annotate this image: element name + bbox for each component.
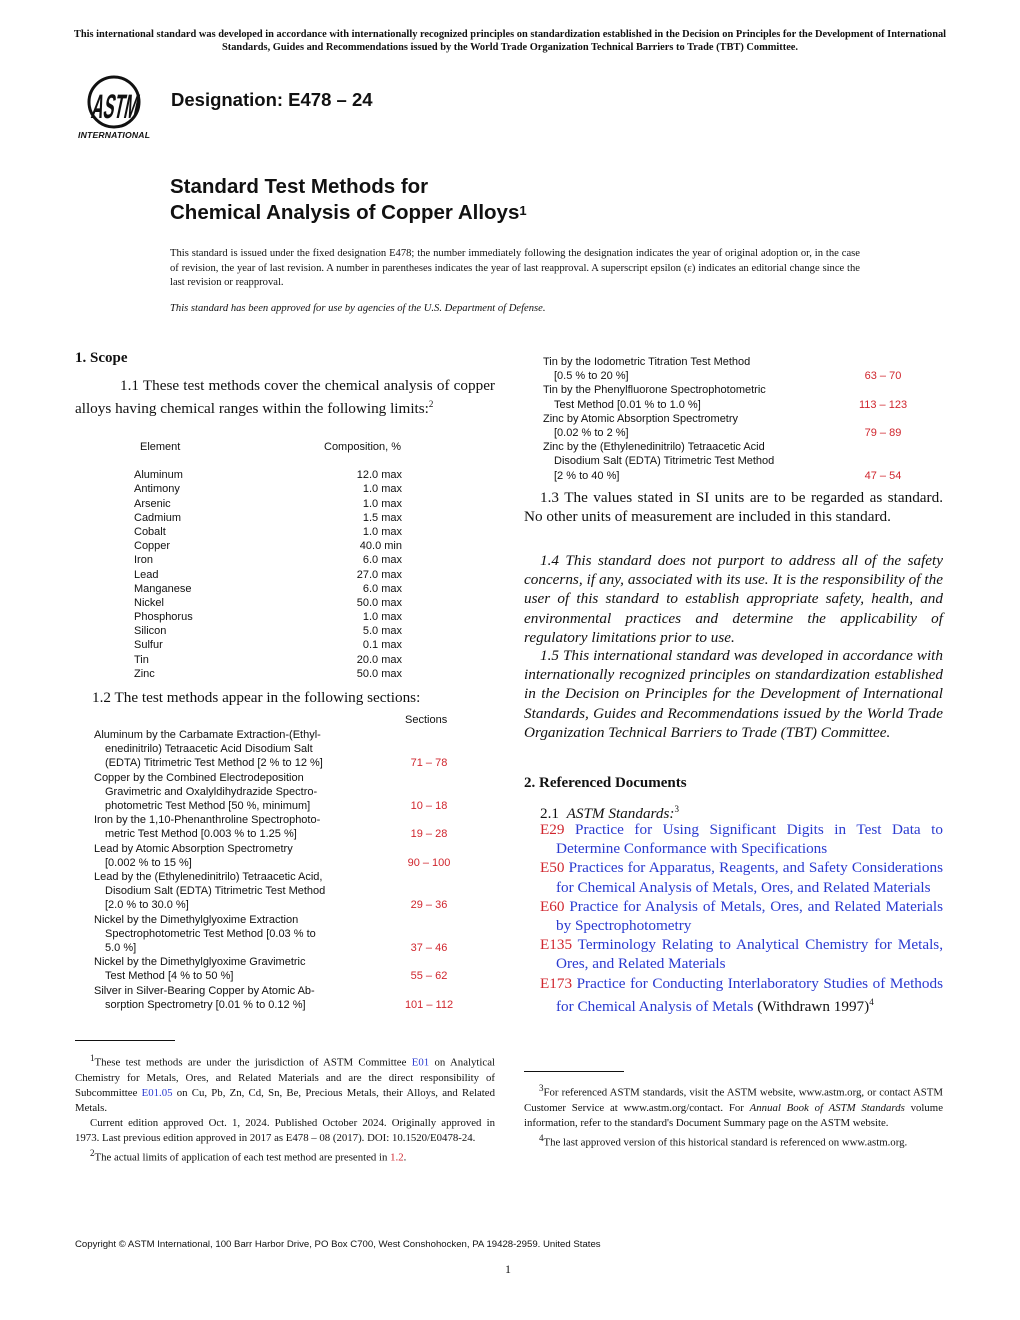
footnote-1-text-c: on Cu, Pb, Zn, Cd, Sn, Be, Precious Metals, their Alloys, and Related Metals. [75, 1086, 495, 1114]
composition-row [134, 568, 434, 582]
designation: Designation: E478 – 24 [171, 89, 373, 110]
footnote-3-italic: Annual Book of ASTM Standards [749, 1101, 905, 1114]
section-range-link[interactable]: 29 – 36 [410, 899, 448, 912]
section-method-line: 5.0 %] [105, 942, 137, 955]
composition-row [134, 596, 434, 610]
section-row [94, 842, 474, 870]
composition-row [134, 497, 434, 511]
composition-element: Silicon [134, 625, 167, 638]
subcommittee-e0105-link[interactable]: E01.05 [141, 1086, 173, 1099]
composition-value: 6.0 max [362, 582, 402, 595]
footnote-1 [75, 1051, 495, 1116]
composition-row [134, 638, 434, 652]
section-row [94, 984, 474, 1012]
sections-table-right [543, 355, 923, 483]
composition-element: Aluminum [134, 469, 183, 482]
para-1-5: 1.5 This international standard was developed in accordance with internationally recognized principles on standardization established in the Decision on Principles for the Development of International Standards, Guides and Recommendations issued by the World Trade Organization Technical Barriers to Trade (TBT) Committee. [524, 647, 943, 741]
standard-code-link[interactable]: E29 [540, 821, 565, 838]
section-method [94, 870, 349, 913]
footnote-ref-2[interactable]: 2 [428, 399, 434, 410]
composition-row [134, 653, 434, 667]
section-method [543, 412, 793, 440]
section-method-line: Lead by the (Ethylenedinitrilo) Tetraacetic Acid, [94, 871, 323, 884]
referenced-standard-body [540, 858, 943, 896]
footnote-3 [524, 1081, 943, 1131]
element-header: Element [140, 441, 181, 453]
section-method-line: Disodium Salt (EDTA) Titrimetric Test Method [554, 455, 775, 468]
footnote-3-text-b: volume information, refer to the standard's Document Summary page on the ASTM website. [524, 1101, 943, 1129]
section-method [94, 984, 349, 1012]
composition-element: Cadmium [134, 511, 182, 524]
section-method [94, 842, 349, 870]
footnote-divider-left [75, 1040, 175, 1041]
wto-notice: This international standard was developed in accordance with internationally recognized principles on standardization established in the Decision on Principles for the Development of International Standards, Guides and Recommendations issued by the World Trade Organization Technical Barriers to Trade (TBT) Committee. [73, 29, 947, 53]
footnote-ref-4[interactable]: 4 [869, 996, 874, 1007]
composition-value: 1.0 max [362, 525, 402, 538]
section-range-link[interactable]: 71 – 78 [410, 757, 448, 770]
sections-table-left [94, 728, 474, 1012]
footnote-divider-right [524, 1071, 624, 1072]
section-method-line: [2.0 % to 30.0 %] [105, 899, 189, 912]
section-method-line: Silver in Silver-Bearing Copper by Atomic Ab- [94, 984, 315, 997]
section-method-line: Zinc by Atomic Absorption Spectrometry [543, 412, 739, 425]
section-row [94, 913, 474, 956]
section-method-line: [2 % to 40 %] [554, 469, 620, 482]
composition-element: Cobalt [134, 525, 166, 538]
standard-code-link[interactable]: E173 [540, 974, 573, 992]
footnote-2 [75, 1146, 495, 1166]
para-1-4: 1.4 This standard does not purport to address all of the safety concerns, if any, associated with its use. It is the responsibility of the user of this standard to establish appropriate safety, health, and environmental practices and determine the applicability of regulatory limitations prior to use. [524, 552, 943, 646]
section-method-line: enedinitrilo) Tetraacetic Acid Disodium Salt [105, 743, 313, 756]
section-method-line: Nickel by the Dimethylglyoxime Gravimetric [94, 956, 306, 969]
copyright: Copyright © ASTM International, 100 Barr Harbor Drive, PO Box C700, West Conshohocken, PA 19428-2959. United States [75, 1239, 601, 1250]
composition-element: Lead [134, 568, 159, 581]
section-method [94, 813, 349, 841]
section-range-link[interactable]: 47 – 54 [864, 469, 902, 482]
composition-row [134, 553, 434, 567]
referenced-standard-body [540, 974, 943, 1016]
composition-element: Antimony [134, 483, 180, 496]
referenced-standard-body [540, 820, 943, 858]
section-method-line: Test Method [0.01 % to 1.0 %] [554, 398, 701, 411]
composition-element: Manganese [134, 582, 192, 595]
standard-code-link[interactable]: E60 [540, 897, 565, 915]
composition-row [134, 482, 434, 496]
composition-value: 1.0 max [362, 483, 402, 496]
footnote-3-text-a: For referenced ASTM standards, visit the ASTM website, www.astm.org, or contact ASTM Customer Service at www.astm.org/contact. For [524, 1086, 943, 1114]
composition-value: 20.0 max [356, 653, 402, 666]
section-method-line: photometric Test Method [50 %, minimum] [105, 800, 311, 813]
section-range-link[interactable]: 90 – 100 [407, 856, 451, 869]
composition-element: Phosphorus [134, 611, 193, 624]
section-method-line: Tin by the Iodometric Titration Test Method [543, 356, 751, 368]
referenced-standard-body [540, 935, 943, 973]
document-title [170, 174, 527, 226]
astm-logo-sub: INTERNATIONAL [78, 130, 151, 140]
section-range-link[interactable]: 55 – 62 [410, 970, 448, 983]
astm-logo [74, 72, 193, 144]
standard-title-link[interactable]: Practices for Apparatus, Reagents, and Safety Considerations for Chemical Analysis of Metals, Ores, and Related Materials [556, 859, 943, 896]
section-range-link[interactable]: 19 – 28 [410, 828, 448, 841]
footnote-4 [524, 1131, 943, 1151]
section-row [543, 412, 923, 440]
section-method [543, 383, 793, 411]
page-number: 1 [505, 1262, 511, 1276]
standard-title-link[interactable]: Practice for Using Significant Digits in Test Data to Determine Conformance with Specifications [556, 821, 943, 858]
section-row [543, 355, 923, 383]
section-1-2-link[interactable]: 1.2 [390, 1151, 404, 1164]
composition-header-label: Composition, % [324, 441, 402, 453]
section-method [94, 728, 349, 771]
title-footnote-ref[interactable]: 1 [519, 203, 527, 218]
composition-row [134, 624, 434, 638]
footnote-3-marker: 3 [539, 1083, 544, 1093]
composition-element: Arsenic [134, 497, 171, 510]
section-method-line: [0.5 % to 20 %] [554, 370, 629, 383]
footnote-2-text-a: The actual limits of application of each test method are presented in [94, 1151, 391, 1164]
composition-row [134, 582, 434, 596]
footnote-2-text-b: . [403, 1151, 407, 1164]
composition-value: 1.0 max [362, 497, 402, 510]
referenced-standard-body [540, 897, 943, 935]
para-1-3: 1.3 The values stated in SI units are to be regarded as standard. No other units of measurement are included in this standard. [524, 489, 943, 526]
issuance-statement: This standard is issued under the fixed designation E478; the number immediately following the designation indicates the year of original adoption or, in the case of revision, the year of last revision. A number in parentheses indicates the year of last reapproval. A superscript epsilon (ε) indicates an editorial change since the last revision or reapproval. [170, 248, 860, 289]
composition-value: 0.1 max [362, 639, 402, 652]
section-range-link[interactable]: 113 – 123 [858, 398, 908, 411]
footnote-4-text: The last approved version of this historical standard is referenced on www.astm.org. [543, 1136, 908, 1149]
title-line-2: Chemical Analysis of Copper Alloys [170, 201, 520, 224]
section-range-link[interactable]: 63 – 70 [864, 370, 902, 383]
composition-header [134, 440, 434, 454]
section-row [94, 955, 474, 983]
composition-element: Sulfur [134, 639, 163, 652]
referenced-standard [540, 974, 943, 1016]
composition-value: 1.0 max [362, 611, 402, 624]
composition-row [134, 468, 434, 482]
section-method [94, 955, 349, 983]
astm-logo-letters: ASTM [88, 88, 193, 126]
para-1-1 [75, 376, 495, 418]
section-2-heading: 2. Referenced Documents [524, 775, 687, 791]
composition-element: Nickel [134, 596, 164, 609]
section-range-link[interactable]: 101 – 112 [404, 998, 454, 1011]
footnote-1-marker: 1 [90, 1053, 95, 1063]
section-method [94, 771, 349, 814]
composition-row [134, 539, 434, 553]
composition-value: 50.0 max [356, 667, 402, 680]
standard-title-link[interactable]: Practice for Analysis of Metals, Ores, and Related Materials by Spectrophotometry [556, 897, 944, 935]
standard-code-link[interactable]: E50 [540, 859, 565, 877]
composition-row [134, 525, 434, 539]
composition-row [134, 610, 434, 624]
section-method-line: Spectrophotometric Test Method [0.03 % to [105, 927, 316, 940]
section-row [94, 870, 474, 913]
composition-element: Zinc [134, 667, 155, 680]
section-method-line: (EDTA) Titrimetric Test Method [2 % to 12 %] [105, 757, 323, 770]
composition-value: 27.0 max [356, 568, 402, 581]
section-row [94, 771, 474, 814]
footnote-1-text-a: These test methods are under the jurisdiction of ASTM Committee [94, 1056, 412, 1069]
referenced-standard [540, 858, 943, 896]
footnotes-right [524, 1081, 943, 1150]
section-method [94, 913, 349, 956]
footnote-1-edition: Current edition approved Oct. 1, 2024. Published October 2024. Originally approved in 1973. Last previous edition approved in 2017 as E478 – 08 (2017). DOI: 10.1520/E0478-24. [75, 1116, 495, 1144]
referenced-standards-list [540, 820, 943, 1016]
section-method-line: Aluminum by the Carbamate Extraction-(Ethyl- [94, 729, 321, 741]
footnote-ref-3[interactable]: 3 [674, 804, 679, 814]
section-row [543, 440, 923, 483]
section-method-line: sorption Spectrometry [0.01 % to 0.12 %] [105, 998, 306, 1011]
section-method [543, 355, 793, 383]
composition-value: 1.5 max [362, 511, 402, 524]
referenced-standard [540, 935, 943, 973]
section-method-line: Lead by Atomic Absorption Spectrometry [94, 842, 293, 855]
composition-row [134, 511, 434, 525]
section-method-line: [0.002 % to 15 %] [105, 856, 192, 869]
standard-status: (Withdrawn 1997) [753, 997, 870, 1015]
committee-e01-link[interactable]: E01 [411, 1056, 430, 1069]
section-row [543, 383, 923, 411]
composition-element: Tin [134, 653, 149, 666]
composition-value: 50.0 max [356, 596, 402, 609]
footnote-1-text-b: on Analytical Chemistry for Metals, Ores, and Related Materials and are the direct responsibility of Subcommittee [75, 1056, 495, 1099]
section-method-line: Tin by the Phenylfluorone Spectrophotometric [543, 384, 766, 397]
standard-code-link[interactable]: E135 [540, 936, 573, 954]
section-method-line: Iron by the 1,10-Phenanthroline Spectrophoto- [94, 814, 321, 827]
composition-value: 6.0 max [362, 554, 402, 567]
para-1-2: 1.2 The test methods appear in the following sections: [92, 689, 421, 706]
footnotes-left [75, 1051, 495, 1165]
astm-standards-label: ASTM Standards: [566, 805, 675, 823]
section-1-heading: 1. Scope [75, 350, 128, 366]
composition-value: 12.0 max [356, 469, 402, 482]
section-range-link[interactable]: 37 – 46 [410, 942, 448, 955]
section-row [94, 728, 474, 771]
section-range-link[interactable]: 79 – 89 [864, 427, 902, 439]
title-line-1: Standard Test Methods for [170, 175, 429, 198]
section-method-line: Test Method [4 % to 50 %] [105, 970, 234, 983]
para-2-1-number: 2.1 [540, 805, 559, 823]
section-method [543, 440, 793, 483]
dod-approval: This standard has been approved for use by agencies of the U.S. Department of Defense. [170, 303, 546, 314]
section-method-line: Zinc by the (Ethylenedinitrilo) Tetraacetic Acid [543, 441, 765, 454]
para-1-1-text: 1.1 These test methods cover the chemical analysis of copper alloys having chemical ranges within the following limits: [75, 377, 495, 418]
referenced-standard [540, 897, 943, 935]
section-method-line: metric Test Method [0.003 % to 1.25 %] [105, 828, 297, 841]
composition-row [134, 667, 434, 681]
standard-title-link[interactable]: Practice for Conducting Interlaboratory Studies of Methods for Chemical Analysis of Metals [556, 974, 943, 1015]
footnote-4-marker: 4 [539, 1132, 544, 1143]
composition-element: Iron [134, 554, 153, 567]
standard-title-link[interactable]: Terminology Relating to Analytical Chemistry for Metals, Ores, and Related Materials [556, 936, 943, 973]
composition-value: 5.0 max [362, 625, 402, 638]
section-method-line: [0.02 % to 2 %] [554, 427, 629, 440]
footnote-2-marker: 2 [90, 1147, 95, 1158]
section-method-line: Copper by the Combined Electrodeposition [94, 771, 304, 784]
section-row [94, 813, 474, 841]
sections-header: Sections [405, 714, 448, 726]
composition-value: 40.0 min [359, 540, 402, 553]
section-method-line: Nickel by the Dimethylglyoxime Extraction [94, 913, 299, 926]
referenced-standard [540, 820, 943, 858]
section-method-line: Disodium Salt (EDTA) Titrimetric Test Method [105, 885, 326, 898]
section-range-link[interactable]: 10 – 18 [410, 800, 448, 812]
composition-element: Copper [134, 540, 171, 553]
section-method-line: Gravimetric and Oxalyldihydrazide Spectro- [105, 785, 318, 798]
composition-table [134, 440, 434, 681]
